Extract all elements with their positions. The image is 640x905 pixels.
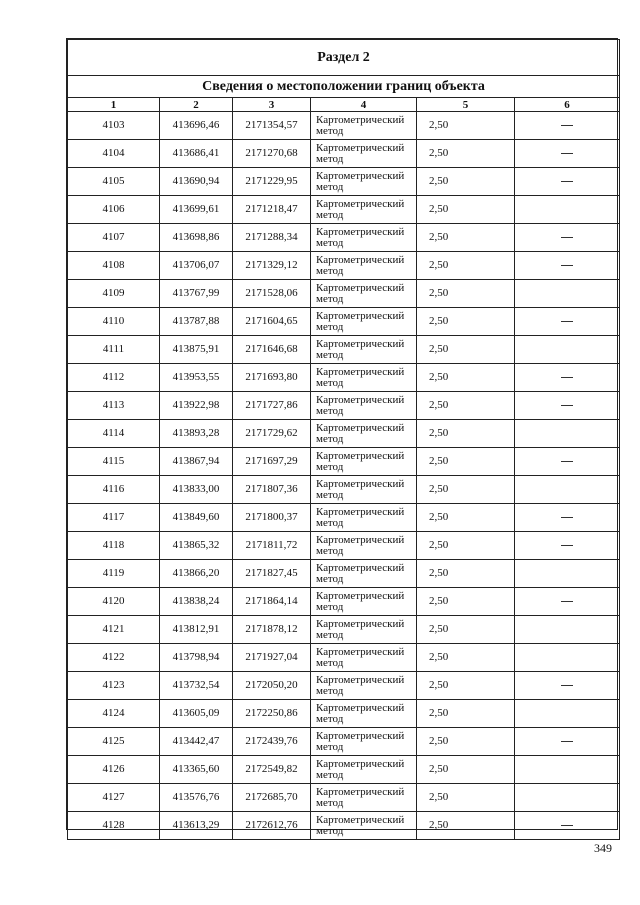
method-cell [311, 308, 417, 336]
note-cell [515, 756, 620, 784]
coord-y: 2172549,82 [233, 756, 311, 784]
accuracy: 2,50 [417, 392, 515, 420]
table-row [68, 672, 620, 700]
table-row [68, 448, 620, 476]
method-cell [311, 252, 417, 280]
method-line: метод [316, 600, 344, 613]
method-line: метод [316, 236, 344, 249]
method-line: метод [316, 404, 344, 417]
dash-mark [561, 461, 573, 462]
method-line: метод [316, 516, 344, 529]
point-number: 4122 [68, 644, 160, 672]
point-number: 4119 [68, 560, 160, 588]
accuracy: 2,50 [417, 280, 515, 308]
note-cell [515, 784, 620, 812]
method-line: Картометрический [316, 729, 405, 742]
coord-y: 2171693,80 [233, 364, 311, 392]
accuracy: 2,50 [417, 336, 515, 364]
coord-y: 2171528,06 [233, 280, 311, 308]
point-number: 4120 [68, 588, 160, 616]
dash-mark [561, 125, 573, 126]
method-cell [311, 196, 417, 224]
coord-x: 413875,91 [160, 336, 233, 364]
note-cell [515, 420, 620, 448]
method-cell [311, 644, 417, 672]
method-cell [311, 756, 417, 784]
method-cell [311, 420, 417, 448]
method-line: метод [316, 796, 344, 809]
accuracy: 2,50 [417, 756, 515, 784]
method-line: метод [316, 628, 344, 641]
method-cell [311, 364, 417, 392]
method-line: Картометрический [316, 253, 405, 266]
dash-mark [561, 377, 573, 378]
accuracy: 2,50 [417, 700, 515, 728]
accuracy: 2,50 [417, 560, 515, 588]
section-title: Раздел 2 [68, 40, 620, 76]
point-number: 4128 [68, 812, 160, 840]
note-cell [515, 588, 620, 616]
coord-x: 413690,94 [160, 168, 233, 196]
accuracy: 2,50 [417, 728, 515, 756]
method-cell [311, 392, 417, 420]
note-cell [515, 672, 620, 700]
method-cell [311, 672, 417, 700]
method-line: метод [316, 348, 344, 361]
method-cell [311, 560, 417, 588]
coord-x: 413576,76 [160, 784, 233, 812]
coord-x: 413787,88 [160, 308, 233, 336]
method-line: метод [316, 488, 344, 501]
method-line: метод [316, 656, 344, 669]
column-header: 5 [417, 98, 515, 112]
dash-mark [561, 741, 573, 742]
dash-mark [561, 181, 573, 182]
note-cell [515, 224, 620, 252]
coord-x: 413812,91 [160, 616, 233, 644]
dash-mark [561, 265, 573, 266]
method-line: Картометрический [316, 757, 405, 770]
coord-y: 2171646,68 [233, 336, 311, 364]
method-line: метод [316, 768, 344, 781]
table-row [68, 560, 620, 588]
method-cell [311, 448, 417, 476]
note-cell [515, 252, 620, 280]
coord-x: 413833,00 [160, 476, 233, 504]
coord-y: 2171878,12 [233, 616, 311, 644]
table-row [68, 224, 620, 252]
table-row [68, 112, 620, 140]
note-cell [515, 504, 620, 532]
point-number: 4104 [68, 140, 160, 168]
method-line: Картометрический [316, 533, 405, 546]
table-row [68, 504, 620, 532]
coord-y: 2171604,65 [233, 308, 311, 336]
table-row [68, 728, 620, 756]
coord-y: 2171270,68 [233, 140, 311, 168]
method-line: Картометрический [316, 477, 405, 490]
note-cell [515, 644, 620, 672]
method-line: метод [316, 180, 344, 193]
point-number: 4126 [68, 756, 160, 784]
coord-x: 413922,98 [160, 392, 233, 420]
method-cell [311, 112, 417, 140]
point-number: 4124 [68, 700, 160, 728]
dash-mark [561, 825, 573, 826]
table-row [68, 420, 620, 448]
method-line: Картометрический [316, 449, 405, 462]
method-cell [311, 280, 417, 308]
point-number: 4115 [68, 448, 160, 476]
point-number: 4112 [68, 364, 160, 392]
method-line: метод [316, 544, 344, 557]
method-line: метод [316, 712, 344, 725]
method-line: Картометрический [316, 113, 405, 126]
note-cell [515, 140, 620, 168]
accuracy: 2,50 [417, 616, 515, 644]
table-row [68, 140, 620, 168]
note-cell [515, 812, 620, 840]
coord-y: 2172439,76 [233, 728, 311, 756]
coord-x: 413696,46 [160, 112, 233, 140]
coord-y: 2171218,47 [233, 196, 311, 224]
accuracy: 2,50 [417, 252, 515, 280]
method-line: Картометрический [316, 813, 405, 826]
note-cell [515, 392, 620, 420]
method-cell [311, 168, 417, 196]
method-line: Картометрический [316, 225, 405, 238]
method-line: Картометрический [316, 561, 405, 574]
point-number: 4123 [68, 672, 160, 700]
method-line: метод [316, 432, 344, 445]
table-row [68, 308, 620, 336]
method-line: Картометрический [316, 393, 405, 406]
coord-x: 413365,60 [160, 756, 233, 784]
point-number: 4111 [68, 336, 160, 364]
coord-x: 413767,99 [160, 280, 233, 308]
coord-x: 413686,41 [160, 140, 233, 168]
note-cell [515, 280, 620, 308]
accuracy: 2,50 [417, 672, 515, 700]
table-row [68, 476, 620, 504]
note-cell [515, 700, 620, 728]
table-row [68, 644, 620, 672]
coord-x: 413442,47 [160, 728, 233, 756]
method-cell [311, 700, 417, 728]
method-cell [311, 784, 417, 812]
coord-x: 413798,94 [160, 644, 233, 672]
coord-x: 413849,60 [160, 504, 233, 532]
table-row [68, 252, 620, 280]
coord-x: 413953,55 [160, 364, 233, 392]
method-line: метод [316, 824, 344, 837]
coord-x: 413699,61 [160, 196, 233, 224]
coord-x: 413732,54 [160, 672, 233, 700]
accuracy: 2,50 [417, 588, 515, 616]
method-line: метод [316, 152, 344, 165]
method-line: Картометрический [316, 141, 405, 154]
method-line: Картометрический [316, 169, 405, 182]
coord-x: 413838,24 [160, 588, 233, 616]
accuracy: 2,50 [417, 420, 515, 448]
coord-y: 2171864,14 [233, 588, 311, 616]
table-row [68, 784, 620, 812]
accuracy: 2,50 [417, 476, 515, 504]
accuracy: 2,50 [417, 784, 515, 812]
point-number: 4108 [68, 252, 160, 280]
accuracy: 2,50 [417, 364, 515, 392]
method-line: метод [316, 572, 344, 585]
section-frame [66, 38, 618, 837]
coord-y: 2171800,37 [233, 504, 311, 532]
point-number: 4109 [68, 280, 160, 308]
note-cell [515, 560, 620, 588]
column-header: 6 [515, 98, 620, 112]
method-line: Картометрический [316, 701, 405, 714]
method-cell [311, 504, 417, 532]
coord-y: 2171827,45 [233, 560, 311, 588]
coord-x: 413698,86 [160, 224, 233, 252]
method-line: метод [316, 320, 344, 333]
accuracy: 2,50 [417, 112, 515, 140]
accuracy: 2,50 [417, 532, 515, 560]
point-number: 4113 [68, 392, 160, 420]
method-line: метод [316, 264, 344, 277]
dash-mark [561, 545, 573, 546]
method-line: Картометрический [316, 337, 405, 350]
table-row [68, 196, 620, 224]
method-line: Картометрический [316, 309, 405, 322]
point-number: 4125 [68, 728, 160, 756]
accuracy: 2,50 [417, 644, 515, 672]
dash-mark [561, 685, 573, 686]
coord-x: 413706,07 [160, 252, 233, 280]
method-line: Картометрический [316, 421, 405, 434]
accuracy: 2,50 [417, 448, 515, 476]
point-number: 4121 [68, 616, 160, 644]
accuracy: 2,50 [417, 196, 515, 224]
column-header: 1 [68, 98, 160, 112]
boundary-table [67, 39, 620, 840]
dash-mark [561, 321, 573, 322]
method-line: Картометрический [316, 785, 405, 798]
method-line: Картометрический [316, 505, 405, 518]
dash-mark [561, 237, 573, 238]
dash-mark [561, 405, 573, 406]
method-cell [311, 476, 417, 504]
coord-y: 2171811,72 [233, 532, 311, 560]
note-cell [515, 616, 620, 644]
point-number: 4103 [68, 112, 160, 140]
coord-y: 2171288,34 [233, 224, 311, 252]
table-row [68, 364, 620, 392]
method-line: Картометрический [316, 617, 405, 630]
page-number: 349 [594, 841, 612, 855]
method-line: метод [316, 740, 344, 753]
table-row [68, 532, 620, 560]
accuracy: 2,50 [417, 504, 515, 532]
coord-y: 2171927,04 [233, 644, 311, 672]
accuracy: 2,50 [417, 168, 515, 196]
dash-mark [561, 601, 573, 602]
point-number: 4118 [68, 532, 160, 560]
table-row [68, 280, 620, 308]
point-number: 4106 [68, 196, 160, 224]
note-cell [515, 532, 620, 560]
table-row [68, 168, 620, 196]
method-line: метод [316, 376, 344, 389]
coord-y: 2172685,70 [233, 784, 311, 812]
method-line: метод [316, 684, 344, 697]
method-cell [311, 728, 417, 756]
method-line: метод [316, 124, 344, 137]
coord-x: 413865,32 [160, 532, 233, 560]
table-row [68, 700, 620, 728]
coord-y: 2172250,86 [233, 700, 311, 728]
method-cell [311, 336, 417, 364]
point-number: 4107 [68, 224, 160, 252]
method-cell [311, 140, 417, 168]
note-cell [515, 168, 620, 196]
note-cell [515, 308, 620, 336]
note-cell [515, 112, 620, 140]
point-number: 4105 [68, 168, 160, 196]
note-cell [515, 476, 620, 504]
method-cell [311, 532, 417, 560]
note-cell [515, 448, 620, 476]
method-cell [311, 812, 417, 840]
table-row [68, 616, 620, 644]
method-line: метод [316, 292, 344, 305]
coord-x: 413605,09 [160, 700, 233, 728]
table-row [68, 392, 620, 420]
table-row [68, 812, 620, 840]
coord-y: 2171729,62 [233, 420, 311, 448]
note-cell [515, 728, 620, 756]
point-number: 4127 [68, 784, 160, 812]
point-number: 4116 [68, 476, 160, 504]
table-body [68, 112, 620, 840]
accuracy: 2,50 [417, 308, 515, 336]
coord-x: 413867,94 [160, 448, 233, 476]
method-line: метод [316, 460, 344, 473]
note-cell [515, 336, 620, 364]
coord-x: 413893,28 [160, 420, 233, 448]
point-number: 4110 [68, 308, 160, 336]
coord-y: 2171697,29 [233, 448, 311, 476]
method-line: Картометрический [316, 673, 405, 686]
dash-mark [561, 517, 573, 518]
method-line: Картометрический [316, 281, 405, 294]
accuracy: 2,50 [417, 812, 515, 840]
table-row [68, 588, 620, 616]
table-row [68, 336, 620, 364]
coord-y: 2172612,76 [233, 812, 311, 840]
method-cell [311, 224, 417, 252]
method-line: Картометрический [316, 645, 405, 658]
coord-y: 2171229,95 [233, 168, 311, 196]
coord-x: 413613,29 [160, 812, 233, 840]
coord-x: 413866,20 [160, 560, 233, 588]
coord-y: 2171727,86 [233, 392, 311, 420]
coord-y: 2172050,20 [233, 672, 311, 700]
column-header: 4 [311, 98, 417, 112]
note-cell [515, 196, 620, 224]
accuracy: 2,50 [417, 224, 515, 252]
coord-y: 2171354,57 [233, 112, 311, 140]
column-header: 3 [233, 98, 311, 112]
method-cell [311, 588, 417, 616]
table-row [68, 756, 620, 784]
accuracy: 2,50 [417, 140, 515, 168]
coord-y: 2171329,12 [233, 252, 311, 280]
method-line: Картометрический [316, 365, 405, 378]
coord-y: 2171807,36 [233, 476, 311, 504]
dash-mark [561, 153, 573, 154]
note-cell [515, 364, 620, 392]
column-header: 2 [160, 98, 233, 112]
method-line: Картометрический [316, 589, 405, 602]
method-line: Картометрический [316, 197, 405, 210]
method-line: метод [316, 208, 344, 221]
method-cell [311, 616, 417, 644]
point-number: 4117 [68, 504, 160, 532]
section-subtitle: Сведения о местоположении границ объекта [68, 76, 620, 98]
point-number: 4114 [68, 420, 160, 448]
